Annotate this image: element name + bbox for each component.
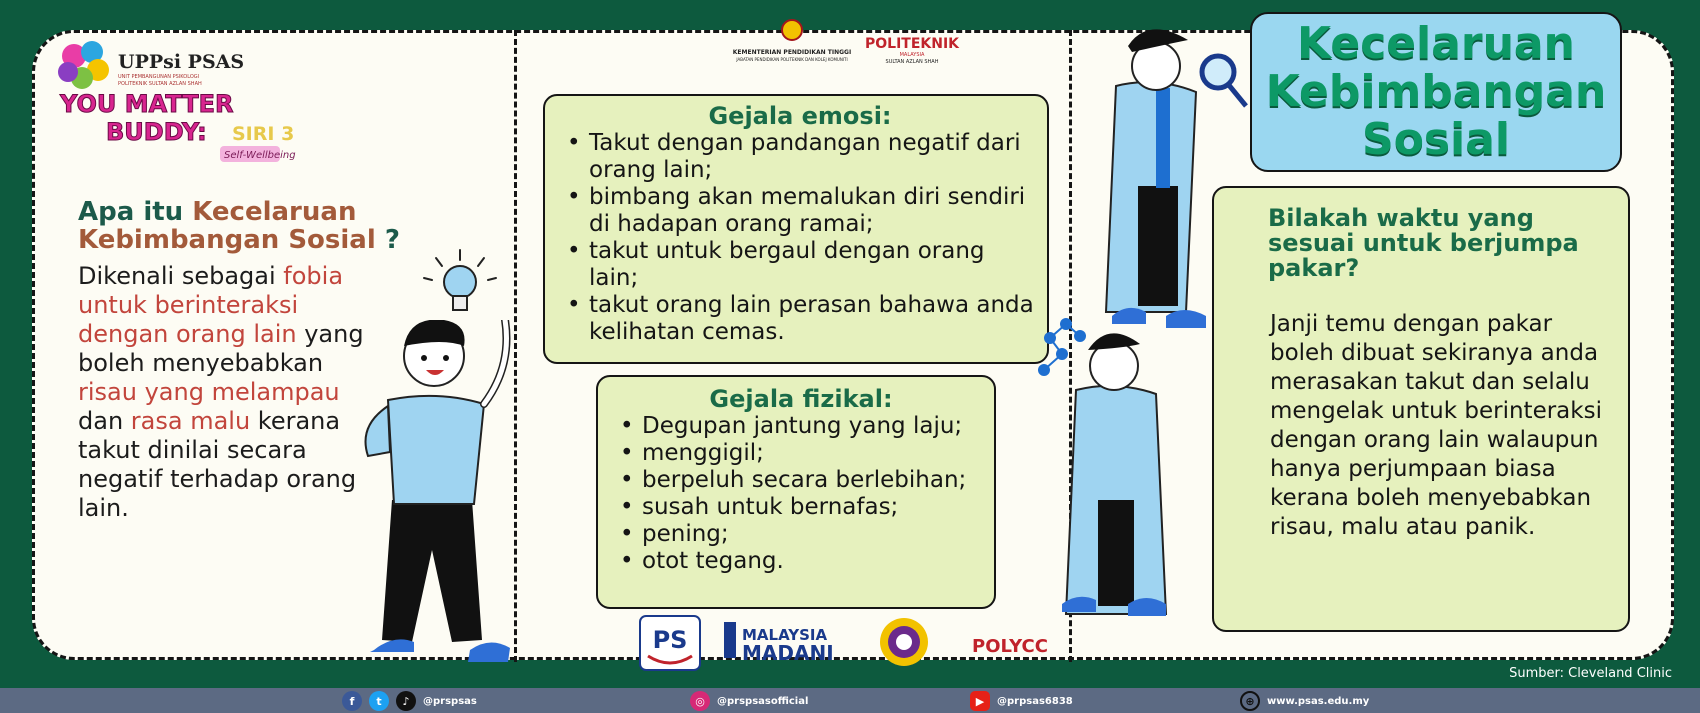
expert-question: Bilakah waktu yang sesuai untuk berjumpa pakar?	[1268, 204, 1579, 282]
partner-logos	[636, 614, 1066, 674]
list-item: • bimbang akan memalukan diri sendiri di hadapan orang ramai;	[565, 184, 1035, 238]
svg-text:POLITEKNIK SULTAN AZLAN SHAH: POLITEKNIK SULTAN AZLAN SHAH	[118, 81, 202, 87]
svg-text:MADANI: MADANI	[742, 641, 834, 665]
definition-question: Apa itu Kecelaruan Kebimbangan Sosial ?	[78, 197, 400, 255]
list-item: • takut orang lain perasan bahawa anda kelihatan cemas.	[565, 292, 1035, 346]
website-link[interactable]: www.psas.edu.my	[1267, 695, 1370, 707]
svg-text:MALAYSIA: MALAYSIA	[742, 626, 828, 644]
svg-text:YOU MATTER: YOU MATTER	[60, 90, 234, 118]
list-item: • Takut dengan pandangan negatif dari orang lain;	[565, 130, 1035, 184]
svg-text:UNIT PEMBANGUNAN PSIKOLOGI: UNIT PEMBANGUNAN PSIKOLOGI	[118, 74, 200, 80]
social-handle[interactable]: @prspsasofficial	[717, 695, 809, 707]
facebook-icon[interactable]: f	[342, 691, 362, 711]
source-credit: Sumber: Cleveland Clinic	[1509, 666, 1672, 681]
physical-heading: Gejala fizikal:	[709, 385, 893, 413]
physical-list	[618, 413, 984, 575]
list-item: • menggigil;	[618, 440, 984, 467]
scientist-illustration	[1036, 310, 1196, 666]
physical-symptoms-box	[596, 375, 996, 609]
svg-text:POLITEKNIK: POLITEKNIK	[865, 36, 960, 52]
svg-text:KEMENTERIAN PENDIDIKAN TINGGI: KEMENTERIAN PENDIDIKAN TINGGI	[732, 49, 852, 56]
website-group	[1240, 691, 1369, 711]
thinking-boy-illustration	[352, 320, 540, 670]
list-item: • takut untuk bergaul dengan orang lain;	[565, 238, 1035, 292]
list-item: • otot tegang.	[618, 548, 984, 575]
svg-text:UPPsi PSAS: UPPsi PSAS	[118, 51, 245, 73]
emotional-list	[565, 130, 1035, 346]
series-logo	[56, 36, 316, 166]
social-handle[interactable]: @prpsas6838	[997, 695, 1073, 707]
svg-text:Self-Wellbeing: Self-Wellbeing	[224, 150, 296, 161]
svg-text:JABATAN PENDIDIKAN POLITEKNIK: JABATAN PENDIDIKAN POLITEKNIK DAN KOLEJ KOMUNITI	[736, 57, 848, 62]
social-handle[interactable]: @prspsas	[423, 695, 477, 707]
page-title: Kecelaruan Kebimbangan Sosial	[1250, 12, 1622, 172]
twitter-icon[interactable]: t	[369, 691, 389, 711]
svg-text:SULTAN AZLAN SHAH: SULTAN AZLAN SHAH	[885, 59, 939, 65]
lightbulb-icon	[420, 248, 500, 324]
list-item: • susah untuk bernafas;	[618, 494, 984, 521]
svg-text:BUDDY:: BUDDY:	[106, 118, 207, 146]
emotional-symptoms-box	[543, 94, 1049, 364]
svg-text:PS: PS	[652, 626, 688, 654]
social-group-1	[342, 691, 477, 711]
instagram-icon[interactable]: ◎	[690, 691, 710, 711]
expert-consult-box	[1212, 186, 1630, 632]
youtube-icon[interactable]: ▶	[970, 691, 990, 711]
emotional-heading: Gejala emosi:	[708, 102, 892, 130]
expert-answer: Janji temu dengan pakar boleh dibuat sekiranya anda merasakan takut dan selalu mengelak untuk berinteraksi dengan orang lain walaupun hanya perjumpaan biasa kerana boleh menyebabkan risau, malu atau panik.	[1270, 311, 1602, 540]
list-item: • berpeluh secara berlebihan;	[618, 467, 984, 494]
globe-icon: ⊕	[1240, 691, 1260, 711]
tiktok-icon[interactable]: ♪	[396, 691, 416, 711]
svg-text:POLYCC: POLYCC	[972, 636, 1048, 657]
social-group-2	[690, 691, 808, 711]
ministry-logos	[720, 18, 980, 66]
svg-text:MALAYSIA: MALAYSIA	[899, 52, 925, 58]
social-group-3	[970, 691, 1073, 711]
footer-bar	[0, 688, 1700, 713]
list-item: • pening;	[618, 521, 984, 548]
list-item: • Degupan jantung yang laju;	[618, 413, 984, 440]
svg-text:SIRI 3: SIRI 3	[232, 123, 295, 145]
definition-text: Dikenali sebagai fobia untuk berinteraksi dengan orang lain yang boleh menyebabkan risau yang melampau dan rasa malu kerana takut dinilai secara negatif terhadap orang lain.	[78, 262, 364, 522]
